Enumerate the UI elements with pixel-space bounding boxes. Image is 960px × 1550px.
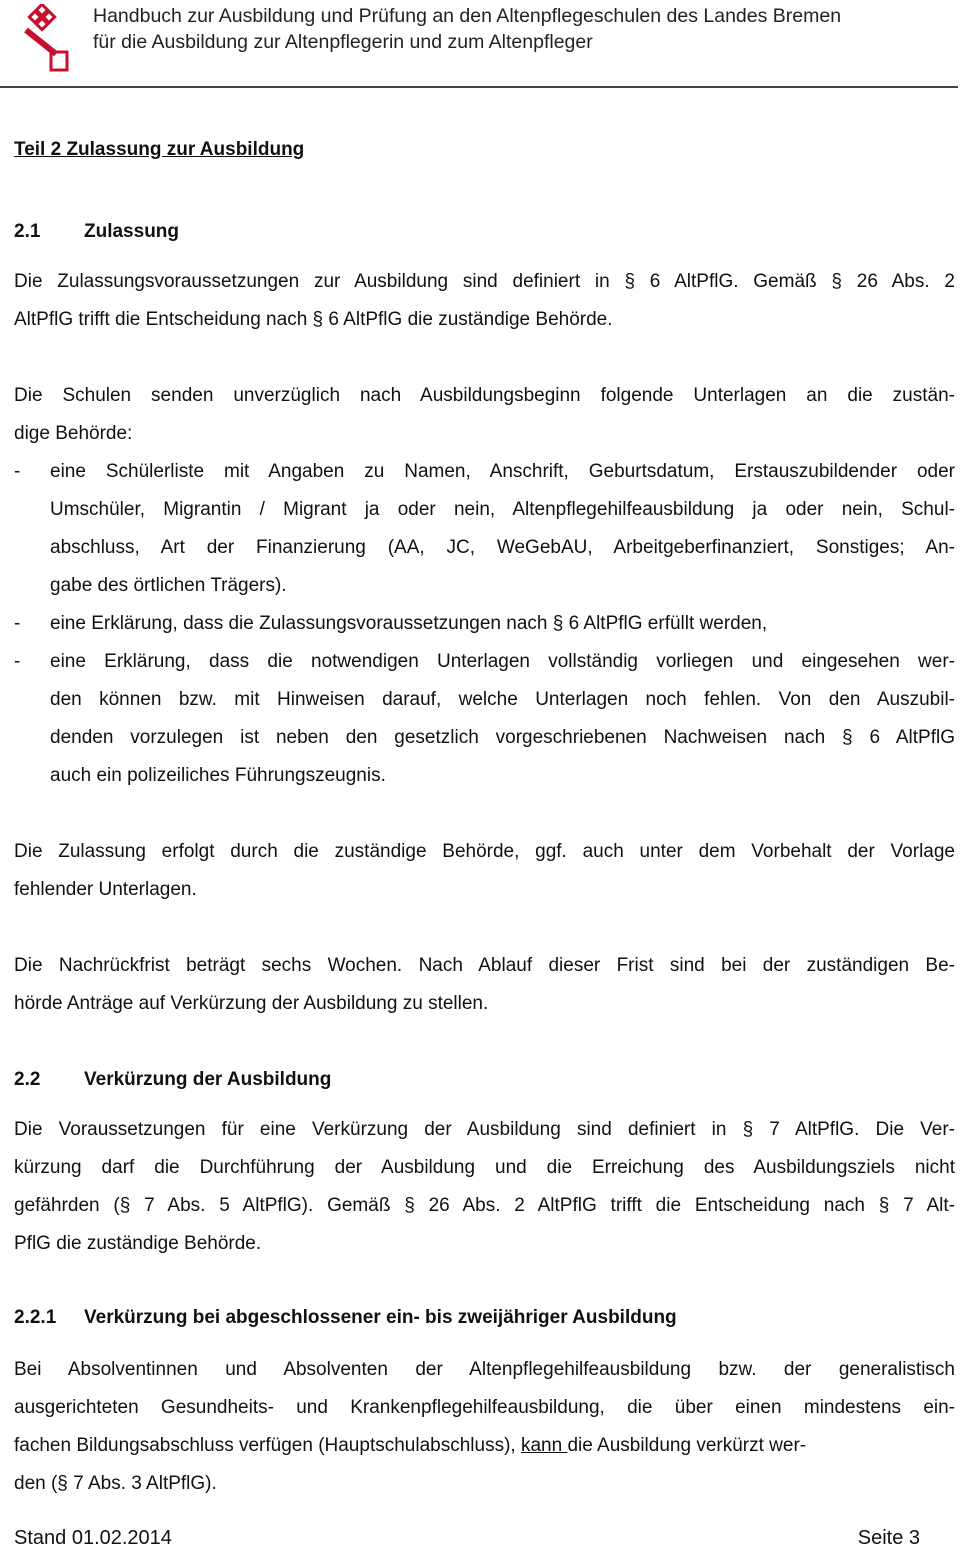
text-line: PflG die zuständige Behörde.: [14, 1233, 262, 1254]
text-line: Die Zulassung erfolgt durch die zuständige Behörde, ggf. auch unter dem Vorbehalt der Vorlage: [14, 841, 955, 862]
text-line: dige Behörde:: [14, 423, 133, 444]
underlined-kann: kann: [520, 1435, 568, 1456]
text-line: gefährden (§ 7 Abs. 5 AltPflG). Gemäß § 26 Abs. 2 AltPflG trifft die Entscheidung nach § 7 Alt-: [14, 1195, 955, 1216]
section-number: 2.2: [14, 1069, 41, 1090]
text-line: Die Schulen senden unverzüglich nach Ausbildungsbeginn folgende Unterlagen an die zustän-: [14, 385, 955, 406]
text-line: fehlender Unterlagen.: [14, 879, 197, 900]
section-number: 2.1: [14, 221, 41, 242]
section-title: Zulassung: [84, 221, 180, 242]
section-2-1-heading: [14, 220, 955, 244]
text-line: kürzung darf die Durchführung der Ausbildung und die Erreichung des Ausbildungsziels nicht: [14, 1157, 955, 1178]
section-number: 2.2.1: [14, 1307, 57, 1328]
bullet-dash: -: [14, 613, 21, 634]
text-line: Die Voraussetzungen für eine Verkürzung der Ausbildung sind definiert in § 7 AltPflG. Die Ver-: [14, 1119, 955, 1140]
bullet-dash: -: [14, 651, 21, 672]
text-line: abschluss, Art der Finanzierung (AA, JC, WeGebAU, Arbeitgeberfinanziert, Sonstiges; An-: [50, 537, 955, 558]
text-line: Die Zulassungsvoraussetzungen zur Ausbildung sind definiert in § 6 AltPflG. Gemäß § 26 Abs. 2: [14, 271, 955, 292]
text-line: gabe des örtlichen Trägers).: [50, 575, 287, 596]
text-run: die Ausbildung verkürzt wer-: [567, 1435, 807, 1456]
text-line: eine Erklärung, dass die notwendigen Unterlagen vollständig vorliegen und eingesehen wer-: [50, 651, 955, 672]
bremen-key-logo: [20, 4, 70, 79]
text-line: Umschüler, Migrantin / Migrant ja oder nein, Altenpflegehilfeausbildung ja oder nein, Schul-: [50, 499, 955, 520]
section-2-2-heading: [14, 1068, 955, 1092]
text-line: den können bzw. mit Hinweisen darauf, welche Unterlagen noch fehlen. Von den Auszubil-: [50, 689, 955, 710]
footer-page-number: Seite 3: [857, 1527, 920, 1549]
section-title: Verkürzung bei abgeschlossener ein- bis zweijähriger Ausbildung: [84, 1307, 677, 1328]
text-line: hörde Anträge auf Verkürzung der Ausbildung zu stellen.: [14, 993, 489, 1014]
section-title: Verkürzung der Ausbildung: [84, 1069, 332, 1090]
text-line: ausgerichteten Gesundheits- und Krankenpflegehilfeausbildung, die über einen mindestens ein-: [14, 1397, 955, 1418]
text-line: Bei Absolventinnen und Absolventen der Altenpflegehilfeausbildung bzw. der generalistisch: [14, 1359, 955, 1380]
text-run: fachen Bildungsabschluss verfügen (Hauptschulabschluss),: [14, 1435, 521, 1456]
footer-date: Stand 01.02.2014: [14, 1527, 172, 1549]
part-title: Teil 2 Zulassung zur Ausbildung: [14, 139, 305, 160]
text-line: eine Erklärung, dass die Zulassungsvoraussetzungen nach § 6 AltPflG erfüllt werden,: [50, 613, 768, 634]
text-line: eine Schülerliste mit Angaben zu Namen, Anschrift, Geburtsdatum, Erstauszubildender oder: [50, 461, 955, 482]
section-2-2-1-heading: [14, 1306, 955, 1330]
header-line-2: für die Ausbildung zur Altenpflegerin und zum Altenpfleger: [93, 31, 593, 53]
text-line: denden vorzulegen ist neben den gesetzlich vorgeschriebenen Nachweisen nach § 6 AltPflG: [50, 727, 955, 748]
text-line: [14, 1434, 955, 1458]
header-rule: [0, 86, 958, 88]
text-line: Die Nachrückfrist beträgt sechs Wochen. Nach Ablauf dieser Frist sind bei der zuständigen Be-: [14, 955, 955, 976]
text-line: auch ein polizeiliches Führungszeugnis.: [50, 765, 386, 786]
text-line: den (§ 7 Abs. 3 AltPflG).: [14, 1473, 217, 1494]
header-line-1: Handbuch zur Ausbildung und Prüfung an den Altenpflegeschulen des Landes Bremen: [93, 5, 842, 27]
bullet-dash: -: [14, 461, 21, 482]
text-line: AltPflG trifft die Entscheidung nach § 6 AltPflG die zuständige Behörde.: [14, 309, 613, 330]
